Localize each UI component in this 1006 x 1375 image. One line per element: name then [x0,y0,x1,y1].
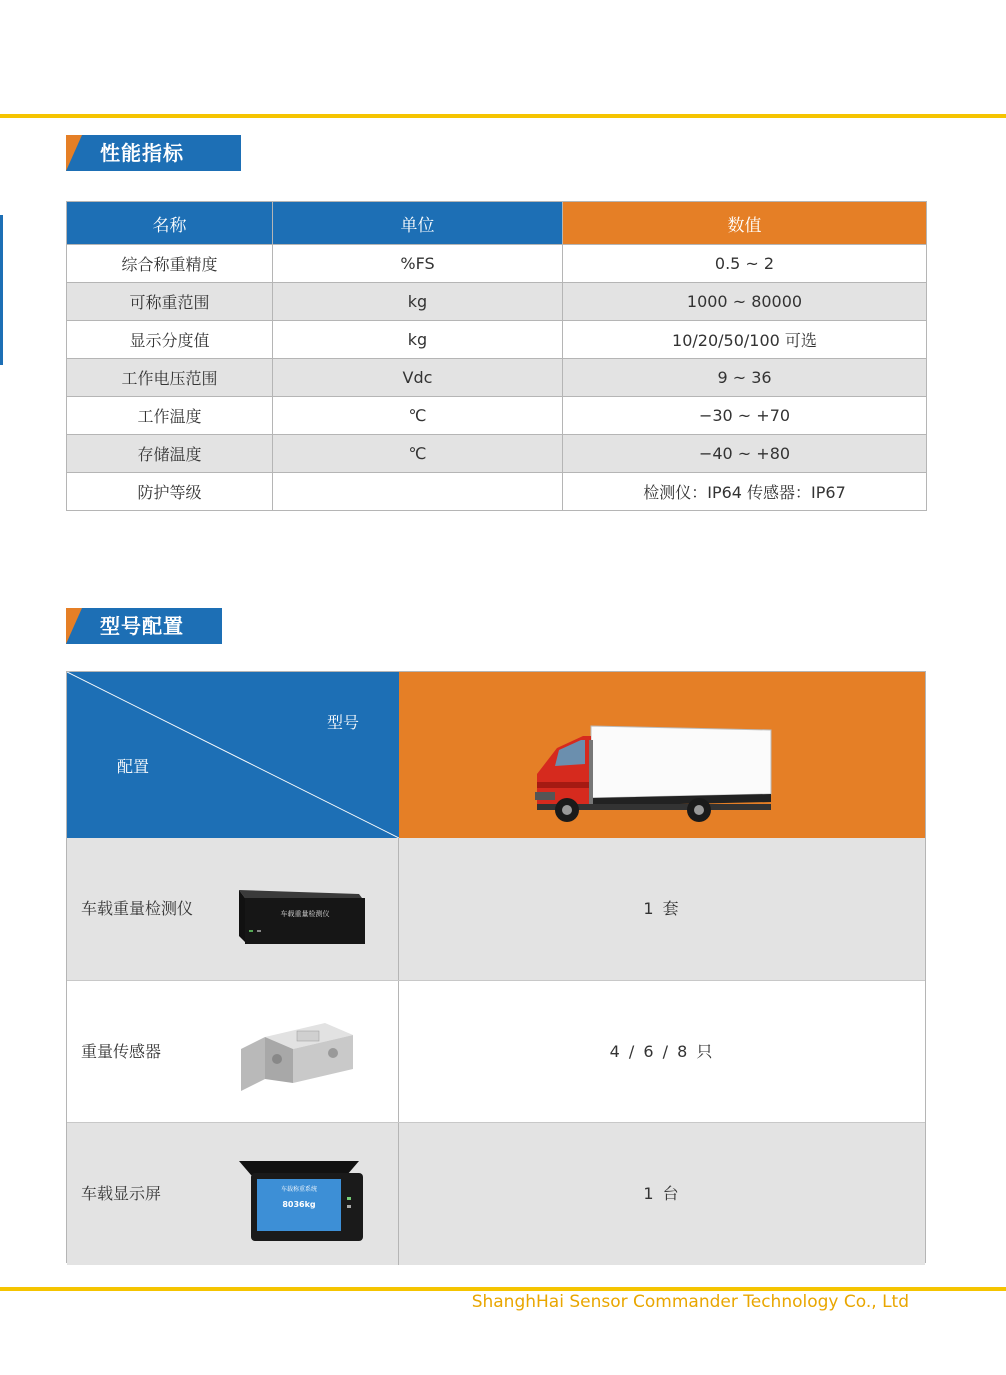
cell-unit: ℃ [273,397,563,435]
spec-table [66,201,927,511]
section-title-config [66,608,222,644]
config-header-corner [67,672,399,838]
header-name: 名称 [67,202,273,245]
cell-unit: kg [273,283,563,321]
footer-company: ShanghHai Sensor Commander Technology Co., Ltd [471,1292,909,1312]
config-qty: 1 套 [643,899,681,918]
header-unit: 单位 [273,202,563,245]
header-model-label: 型号 [327,713,360,732]
config-item-cell [67,981,399,1123]
header-config-label: 配置 [117,757,150,776]
cell-name: 工作电压范围 [67,359,273,397]
load-sensor-image [235,1019,359,1093]
table-row [67,397,927,435]
config-qty: 4 / 6 / 8 只 [609,1042,715,1061]
cell-name: 可称重范围 [67,283,273,321]
top-rule [0,114,1006,118]
config-header-model [399,672,925,838]
config-table [66,671,926,1263]
cell-name: 显示分度值 [67,321,273,359]
cell-name: 存储温度 [67,435,273,473]
cell-value: 检测仪：IP64 传感器：IP67 [563,473,927,511]
cell-unit: %FS [273,245,563,283]
table-row [67,321,927,359]
truck-image [533,722,783,822]
config-row [67,838,925,980]
cell-unit: kg [273,321,563,359]
config-item-cell [67,838,399,980]
config-item-cell [67,1123,399,1265]
header-value: 数值 [563,202,927,245]
cell-unit [273,473,563,511]
table-row [67,473,927,511]
cell-value: 1000 ~ 80000 [563,283,927,321]
bottom-rule [0,1287,1006,1291]
cell-unit: ℃ [273,435,563,473]
device-label-text: 车载重量检测仪 [280,910,330,918]
spec-header-row [67,202,927,245]
section-title-text: 性能指标 [100,141,184,165]
cell-value: 9 ~ 36 [563,359,927,397]
cell-unit: Vdc [273,359,563,397]
screen-value-text: 8036kg [282,1200,316,1209]
table-row [67,435,927,473]
cell-value: 0.5 ~ 2 [563,245,927,283]
config-item-name: 车载重量检测仪 [81,899,194,918]
weight-detector-image [235,886,369,948]
cell-value: 10/20/50/100 可选 [563,321,927,359]
title-accent-tab [66,608,82,644]
table-row [67,283,927,321]
cell-value: −30 ~ +70 [563,397,927,435]
section-title-performance [66,135,241,171]
cell-name: 综合称重精度 [67,245,273,283]
cell-name: 工作温度 [67,397,273,435]
config-qty: 1 台 [643,1184,681,1203]
table-row [67,359,927,397]
table-row [67,245,927,283]
display-screen-image [235,1157,363,1243]
config-item-name: 车载显示屏 [81,1184,162,1203]
title-accent-tab [66,135,82,171]
screen-title-text: 车载称重系统 [280,1186,318,1193]
cell-name: 防护等级 [67,473,273,511]
section-title-text: 型号配置 [100,614,184,638]
left-accent-bar [0,215,3,365]
config-row [67,1122,925,1265]
cell-value: −40 ~ +80 [563,435,927,473]
config-row [67,980,925,1123]
config-item-name: 重量传感器 [81,1042,162,1061]
